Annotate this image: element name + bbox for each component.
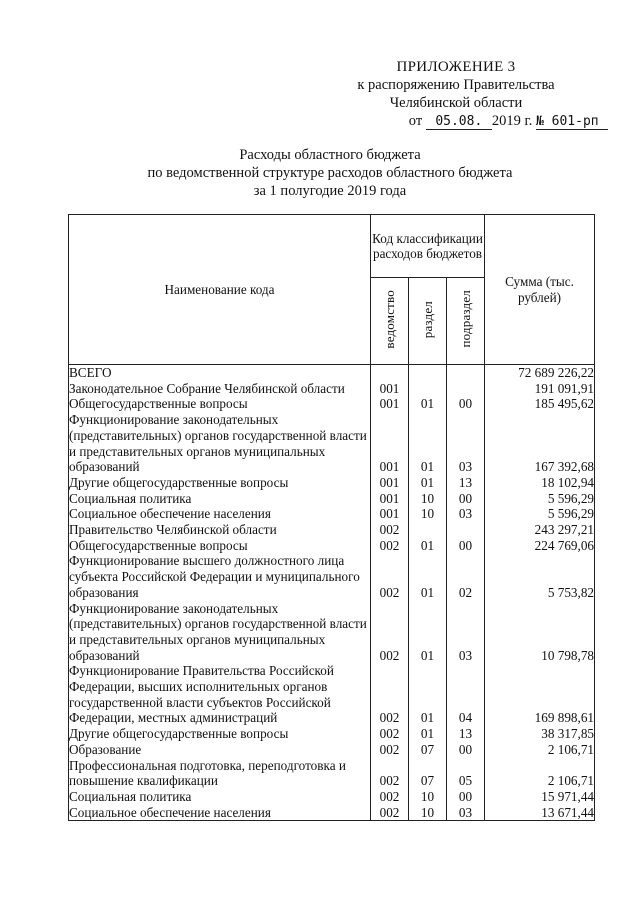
row-section: 07 bbox=[409, 742, 447, 758]
row-section: 01 bbox=[409, 475, 447, 491]
row-section: 01 bbox=[409, 601, 447, 664]
row-name: Социальное обеспечение населения bbox=[69, 506, 371, 522]
table-row bbox=[69, 365, 595, 381]
row-name: Правительство Челябинской области bbox=[69, 522, 371, 538]
row-name: Функционирование Правительства Российской Федерации, высших исполнительных органов государственной власти субъектов Российской Федерации, местных администраций bbox=[69, 663, 371, 726]
row-subsection bbox=[447, 381, 485, 397]
row-sum: 5 753,82 bbox=[485, 553, 595, 600]
row-name: ВСЕГО bbox=[69, 365, 371, 381]
table-body bbox=[69, 365, 595, 821]
row-sum: 38 317,85 bbox=[485, 726, 595, 742]
row-subsection: 05 bbox=[447, 758, 485, 789]
header-sum: Сумма (тыс. рублей) bbox=[485, 215, 595, 365]
table-row bbox=[69, 726, 595, 742]
row-dept: 001 bbox=[371, 381, 409, 397]
row-dept: 002 bbox=[371, 663, 409, 726]
appendix-block bbox=[300, 58, 612, 130]
row-dept: 001 bbox=[371, 412, 409, 475]
row-section: 01 bbox=[409, 553, 447, 600]
row-section: 10 bbox=[409, 789, 447, 805]
row-name: Общегосударственные вопросы bbox=[69, 538, 371, 554]
appendix-line-1: к распоряжению Правительства bbox=[357, 77, 555, 93]
header-subsection-cell bbox=[447, 278, 485, 365]
row-section bbox=[409, 381, 447, 397]
row-section: 01 bbox=[409, 396, 447, 412]
table-row bbox=[69, 758, 595, 789]
row-dept bbox=[371, 365, 409, 381]
row-sum: 169 898,61 bbox=[485, 663, 595, 726]
row-sum: 191 091,91 bbox=[485, 381, 595, 397]
row-dept: 002 bbox=[371, 538, 409, 554]
row-dept: 002 bbox=[371, 601, 409, 664]
row-subsection: 13 bbox=[447, 475, 485, 491]
row-name: Профессиональная подготовка, переподготовка и повышение квалификации bbox=[69, 758, 371, 789]
header-section: раздел bbox=[419, 300, 435, 338]
row-section bbox=[409, 365, 447, 381]
row-section: 07 bbox=[409, 758, 447, 789]
row-subsection bbox=[447, 365, 485, 381]
header-section-cell bbox=[409, 278, 447, 365]
row-subsection bbox=[447, 522, 485, 538]
row-subsection: 02 bbox=[447, 553, 485, 600]
table-row bbox=[69, 412, 595, 475]
order-year: 2019 г. bbox=[491, 113, 533, 129]
row-sum: 167 392,68 bbox=[485, 412, 595, 475]
row-section: 10 bbox=[409, 491, 447, 507]
row-name: Функционирование высшего должностного лица субъекта Российской Федерации и муниципального образования bbox=[69, 553, 371, 600]
budget-table bbox=[68, 214, 595, 821]
order-date-line bbox=[300, 112, 612, 130]
row-sum: 18 102,94 bbox=[485, 475, 595, 491]
table-row bbox=[69, 506, 595, 522]
row-dept: 001 bbox=[371, 491, 409, 507]
row-dept: 001 bbox=[371, 396, 409, 412]
row-name: Функционирование законодательных (представительных) органов государственной власти и представительных органов муниципальных образований bbox=[69, 412, 371, 475]
appendix-line-2: Челябинской области bbox=[389, 95, 523, 111]
row-name: Другие общегосударственные вопросы bbox=[69, 726, 371, 742]
row-dept: 002 bbox=[371, 553, 409, 600]
order-from-label: от bbox=[408, 113, 423, 129]
table-row bbox=[69, 381, 595, 397]
row-dept: 002 bbox=[371, 805, 409, 821]
row-section: 01 bbox=[409, 538, 447, 554]
row-subsection: 04 bbox=[447, 663, 485, 726]
row-name: Общегосударственные вопросы bbox=[69, 396, 371, 412]
row-name: Социальное обеспечение населения bbox=[69, 805, 371, 821]
row-subsection: 00 bbox=[447, 396, 485, 412]
row-sum: 13 671,44 bbox=[485, 805, 595, 821]
row-section: 10 bbox=[409, 506, 447, 522]
header-dept: ведомство bbox=[381, 289, 397, 349]
row-section bbox=[409, 522, 447, 538]
row-section: 01 bbox=[409, 726, 447, 742]
table-row bbox=[69, 522, 595, 538]
table-row bbox=[69, 538, 595, 554]
row-subsection: 00 bbox=[447, 538, 485, 554]
row-name: Социальная политика bbox=[69, 789, 371, 805]
row-dept: 002 bbox=[371, 789, 409, 805]
row-sum: 5 596,29 bbox=[485, 491, 595, 507]
row-name: Образование bbox=[69, 742, 371, 758]
row-sum: 224 769,06 bbox=[485, 538, 595, 554]
table-row bbox=[69, 742, 595, 758]
table-row bbox=[69, 789, 595, 805]
row-subsection: 03 bbox=[447, 506, 485, 522]
row-subsection: 00 bbox=[447, 742, 485, 758]
row-section: 01 bbox=[409, 412, 447, 475]
table-row bbox=[69, 553, 595, 600]
document-title-line-3: за 1 полугодие 2019 года bbox=[253, 183, 407, 199]
row-dept: 001 bbox=[371, 475, 409, 491]
row-dept: 002 bbox=[371, 758, 409, 789]
row-subsection: 13 bbox=[447, 726, 485, 742]
row-subsection: 03 bbox=[447, 805, 485, 821]
row-dept: 002 bbox=[371, 726, 409, 742]
row-section: 10 bbox=[409, 805, 447, 821]
row-subsection: 03 bbox=[447, 601, 485, 664]
table-row bbox=[69, 601, 595, 664]
table-row bbox=[69, 491, 595, 507]
row-sum: 2 106,71 bbox=[485, 758, 595, 789]
header-dept-cell bbox=[371, 278, 409, 365]
order-number: № 601-рп bbox=[536, 115, 608, 130]
document-title-line-1: Расходы областного бюджета bbox=[239, 147, 421, 163]
row-sum: 185 495,62 bbox=[485, 396, 595, 412]
row-dept: 001 bbox=[371, 506, 409, 522]
row-dept: 002 bbox=[371, 742, 409, 758]
row-sum: 243 297,21 bbox=[485, 522, 595, 538]
row-name: Другие общегосударственные вопросы bbox=[69, 475, 371, 491]
order-date: 05.08. bbox=[426, 115, 492, 130]
table-row bbox=[69, 396, 595, 412]
header-code-group: Код классификации расходов бюджетов bbox=[371, 215, 485, 278]
appendix-title: ПРИЛОЖЕНИЕ 3 bbox=[396, 59, 516, 75]
row-sum: 72 689 226,22 bbox=[485, 365, 595, 381]
row-sum: 10 798,78 bbox=[485, 601, 595, 664]
row-subsection: 00 bbox=[447, 491, 485, 507]
row-name: Функционирование законодательных (представительных) органов государственной власти и представительных органов муниципальных образований bbox=[69, 601, 371, 664]
row-sum: 5 596,29 bbox=[485, 506, 595, 522]
document-title-line-2: по ведомственной структуре расходов областного бюджета bbox=[147, 165, 513, 181]
row-subsection: 00 bbox=[447, 789, 485, 805]
document-title bbox=[130, 146, 530, 200]
header-subsection: подраздел bbox=[457, 290, 473, 348]
table-row bbox=[69, 475, 595, 491]
row-name: Социальная политика bbox=[69, 491, 371, 507]
row-dept: 002 bbox=[371, 522, 409, 538]
table-row bbox=[69, 805, 595, 821]
row-section: 01 bbox=[409, 663, 447, 726]
row-sum: 2 106,71 bbox=[485, 742, 595, 758]
row-sum: 15 971,44 bbox=[485, 789, 595, 805]
header-name: Наименование кода bbox=[69, 215, 371, 365]
row-subsection: 03 bbox=[447, 412, 485, 475]
table-row bbox=[69, 663, 595, 726]
row-name: Законодательное Собрание Челябинской области bbox=[69, 381, 371, 397]
